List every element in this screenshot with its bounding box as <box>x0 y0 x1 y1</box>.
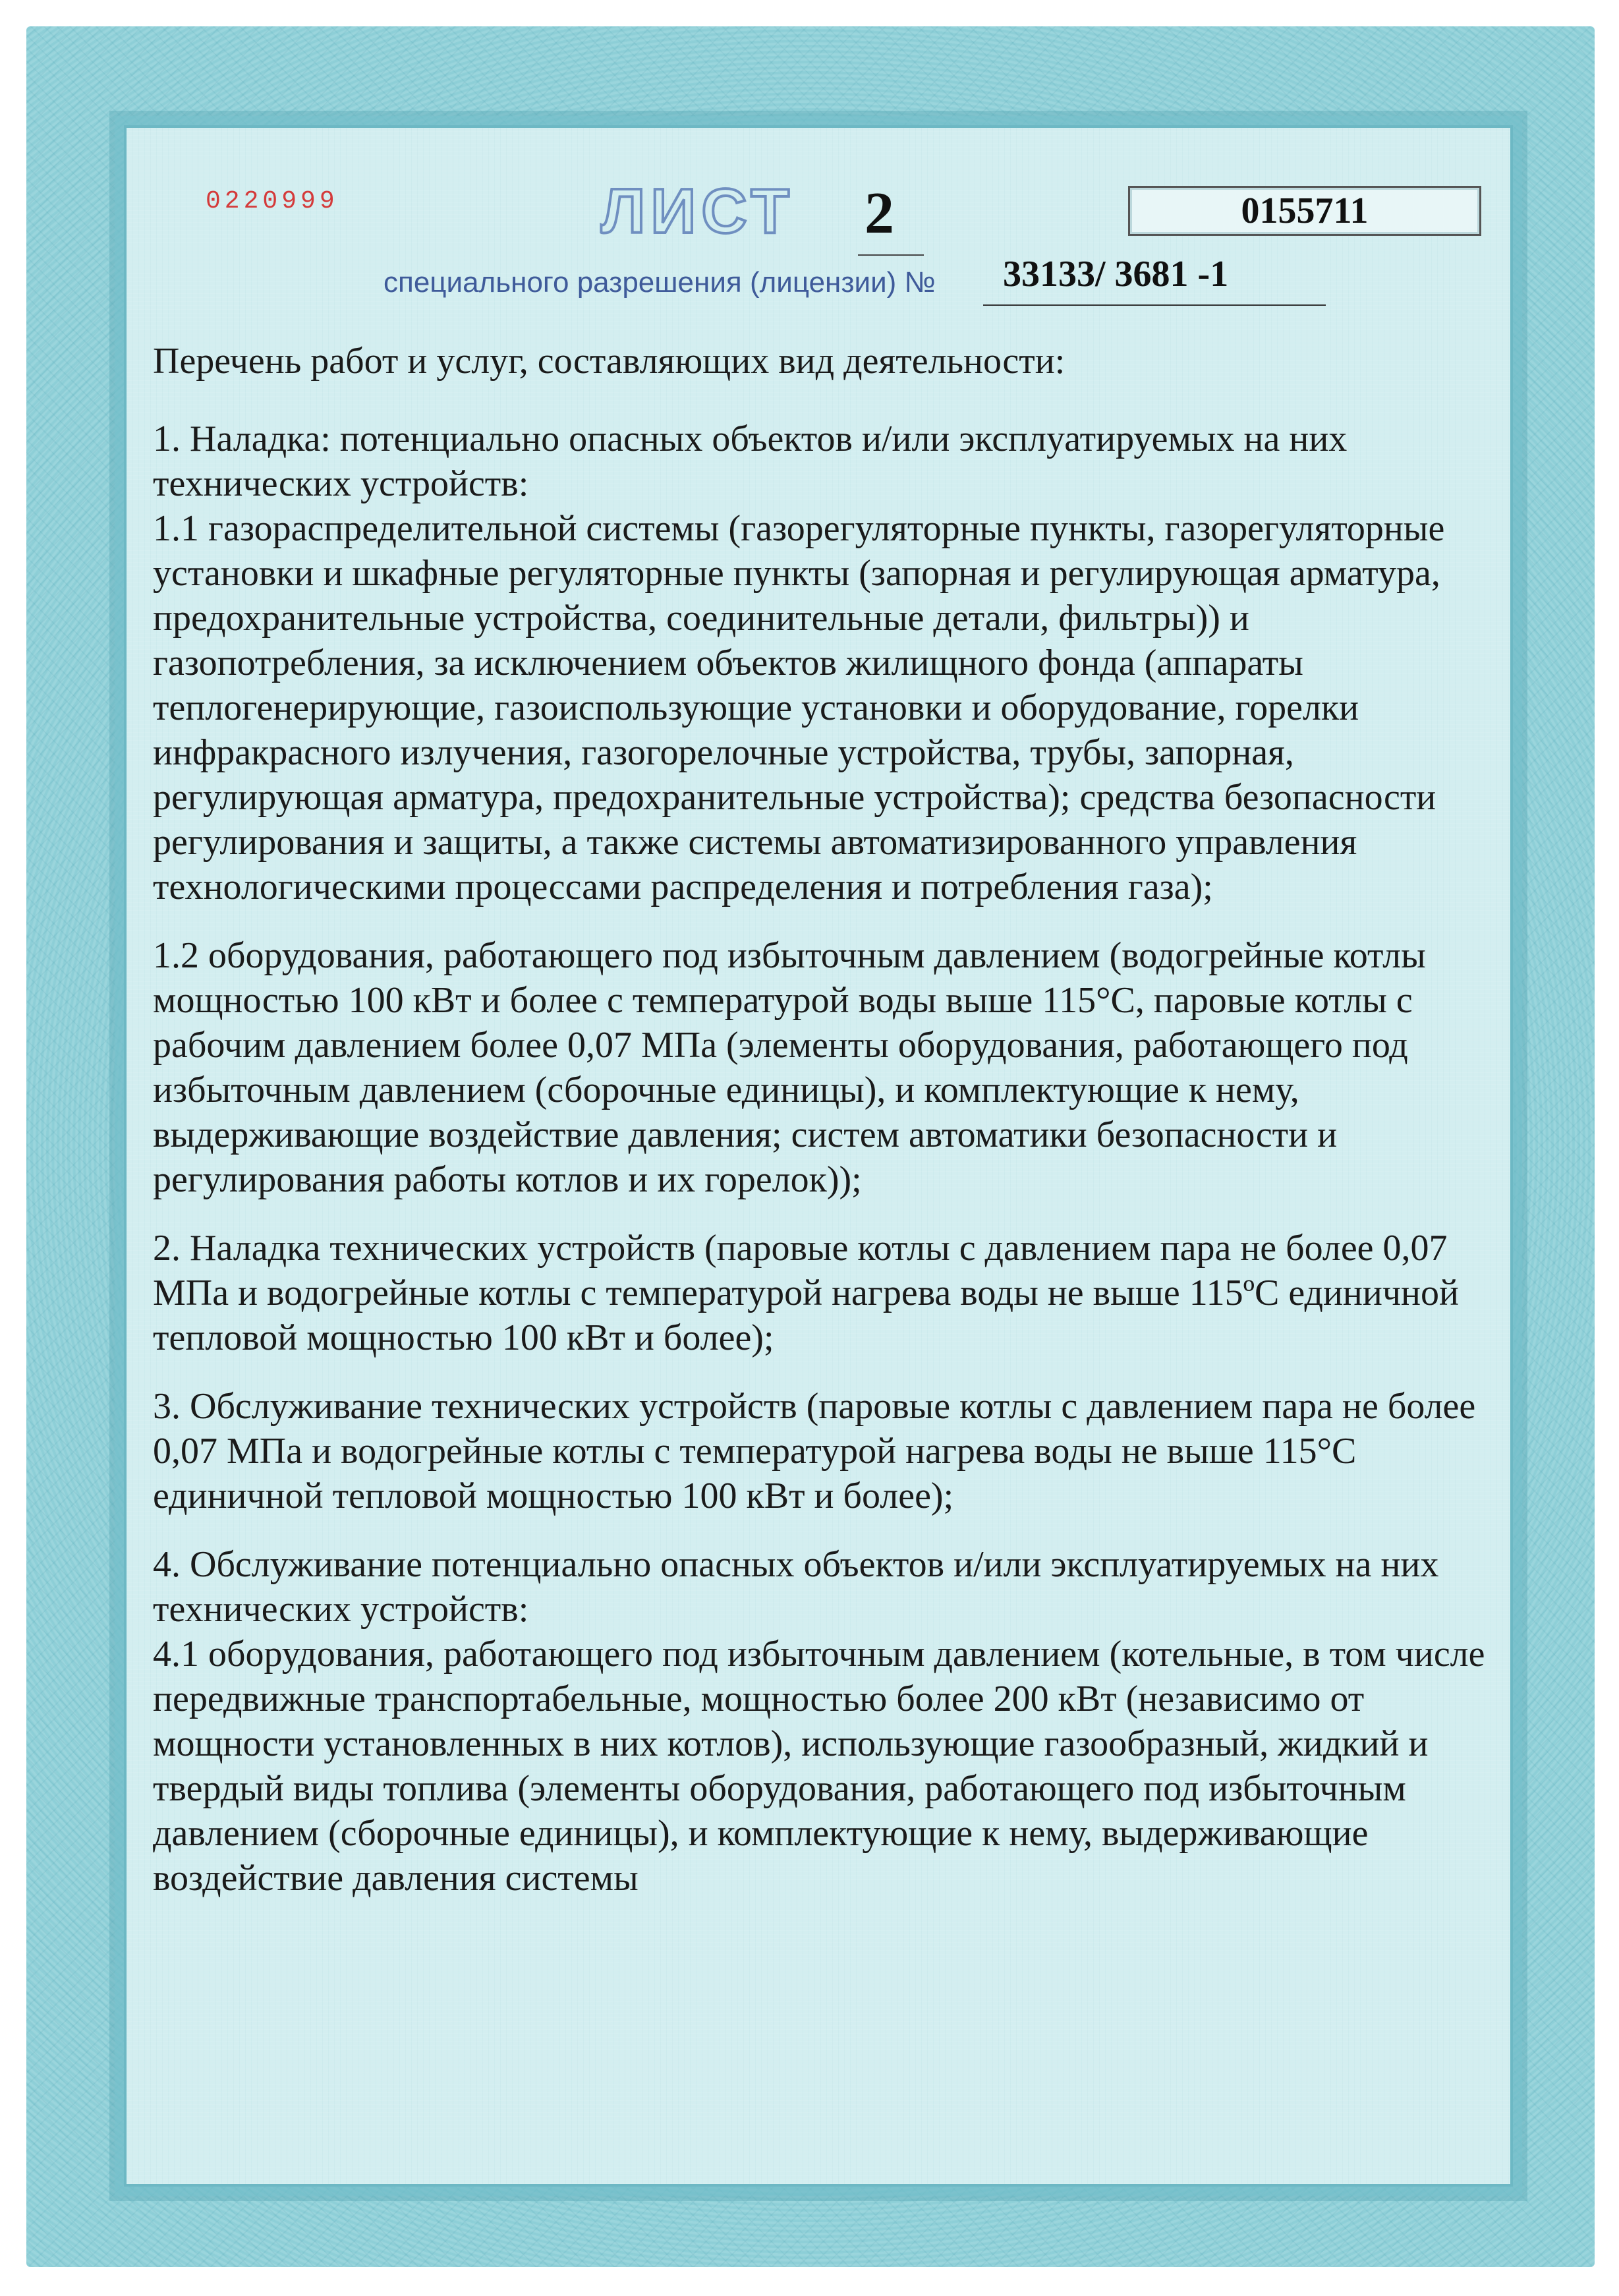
section-4-title: 4. Обслуживание потенциально опасных объектов и/или эксплуатируемых на них технических устройств: <box>153 1544 1439 1630</box>
section-1-2: 1.2 оборудования, работающего под избыточным давлением (водогрейные котлы мощностью 100 кВт и более с температурой воды выше 115°С, паровые котлы с рабочим давлением более 0,07 МПа (элементы оборудования, работающего под избыточным давлением (сборочные единицы), и комплектующие к нему, выдерживающие воздействие давления; систем автоматики безопасности и регулирования работы котлов и их горелок)); <box>153 935 1426 1200</box>
section-4-1: 4.1 оборудования, работающего под избыточным давлением (котельные, в том числе передвижные транспортабельные, мощностью более 200 кВт (независимо от мощности установленных в них котлов), использующие газообразный, жидкий и твердый виды топлива (элементы оборудования, работающего под избыточным давлением (сборочные единицы), и комплектующие к нему, выдерживающие воздействие давления системы <box>153 1634 1485 1899</box>
certificate-sheet <box>26 26 1595 2267</box>
section-3: 3. Обслуживание технических устройств (паровые котлы с давлением пара не более 0,07 МПа и водогрейные котлы с температурой нагрева воды не выше 115°С единичной тепловой мощностью 100 кВт и более); <box>153 1386 1476 1516</box>
document-inner-area <box>124 125 1513 2187</box>
intro-line: Перечень работ и услуг, составляющих вид деятельности: <box>153 341 1065 382</box>
form-number-box: 0155711 <box>1128 186 1481 236</box>
section-1-title: 1. Наладка: потенциально опасных объектов и/или эксплуатируемых на них технических устройств: <box>153 418 1348 504</box>
section-2: 2. Наладка технических устройств (паровые котлы с давлением пара не более 0,07 МПа и водогрейные котлы с температурой нагрева воды не выше 115ºС единичной тепловой мощностью 100 кВт и более); <box>153 1228 1459 1358</box>
license-number: 33133/ 3681 -1 <box>1003 254 1229 295</box>
license-number-underline <box>983 304 1326 306</box>
license-label: специального разрешения (лицензии) № <box>383 266 936 299</box>
document-body <box>153 339 1491 1901</box>
red-serial-number: 0220999 <box>206 187 339 215</box>
sheet-number-underline <box>858 254 924 256</box>
sheet-title-word: ЛИСТ <box>601 176 795 246</box>
section-1-1: 1.1 газораспределительной системы (газорегуляторные пункты, газорегуляторные установки и шкафные регуляторные пункты (запорная и регулирующая арматура, предохранительные устройства, соединительные детали, фильтры)) и газопотребления, за исключением объектов жилищного фонда (аппараты теплогенерирующие, газоиспользующие установки и оборудование, горелки инфракрасного излучения, газогорелочные устройства, трубы, запорная, регулирующая арматура, предохранительные устройства); средства безопасности регулирования и защиты, а также системы автоматизированного управления технологическими процессами распределения и потребления газа); <box>153 508 1445 907</box>
sheet-number: 2 <box>865 181 894 246</box>
